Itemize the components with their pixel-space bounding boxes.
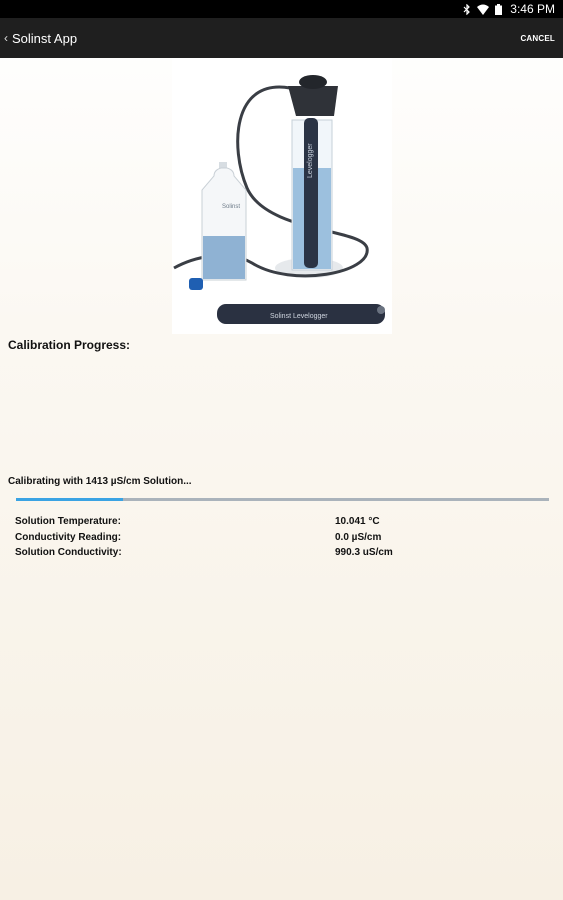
readings-table bbox=[15, 516, 555, 563]
cancel-button[interactable]: CANCEL bbox=[520, 33, 555, 43]
status-bar bbox=[0, 0, 563, 18]
back-button[interactable] bbox=[0, 18, 77, 58]
app-title: Solinst App bbox=[12, 30, 78, 46]
reading-label: Solution Conductivity: bbox=[15, 547, 122, 558]
reading-value: 990.3 uS/cm bbox=[335, 547, 393, 558]
calibration-progress-bar bbox=[16, 498, 549, 501]
calibration-status-text: Calibrating with 1413 µS/cm Solution... bbox=[8, 476, 192, 487]
battery-icon bbox=[495, 4, 502, 15]
clock: 3:46 PM bbox=[510, 2, 555, 16]
reading-value: 10.041 °C bbox=[335, 516, 380, 527]
bottle-label: Solinst bbox=[222, 204, 241, 210]
wifi-icon bbox=[477, 4, 489, 15]
reading-row-conductivity-reading bbox=[15, 532, 555, 543]
svg-text:Levelogger: Levelogger bbox=[307, 143, 314, 178]
reading-label: Conductivity Reading: bbox=[15, 532, 122, 543]
probe-label: Solinst Levelogger bbox=[270, 313, 328, 320]
action-bar bbox=[0, 18, 563, 58]
calibration-progress-heading: Calibration Progress: bbox=[8, 338, 131, 352]
reading-label: Solution Temperature: bbox=[15, 516, 121, 527]
calibration-kit-illustration bbox=[172, 58, 392, 334]
reading-value: 0.0 µS/cm bbox=[335, 532, 382, 543]
progress-fill bbox=[16, 498, 123, 501]
chevron-left-icon: ‹ bbox=[4, 31, 8, 45]
reading-row-temperature bbox=[15, 516, 555, 527]
reading-row-solution-conductivity bbox=[15, 547, 555, 558]
bluetooth-icon bbox=[463, 4, 471, 15]
